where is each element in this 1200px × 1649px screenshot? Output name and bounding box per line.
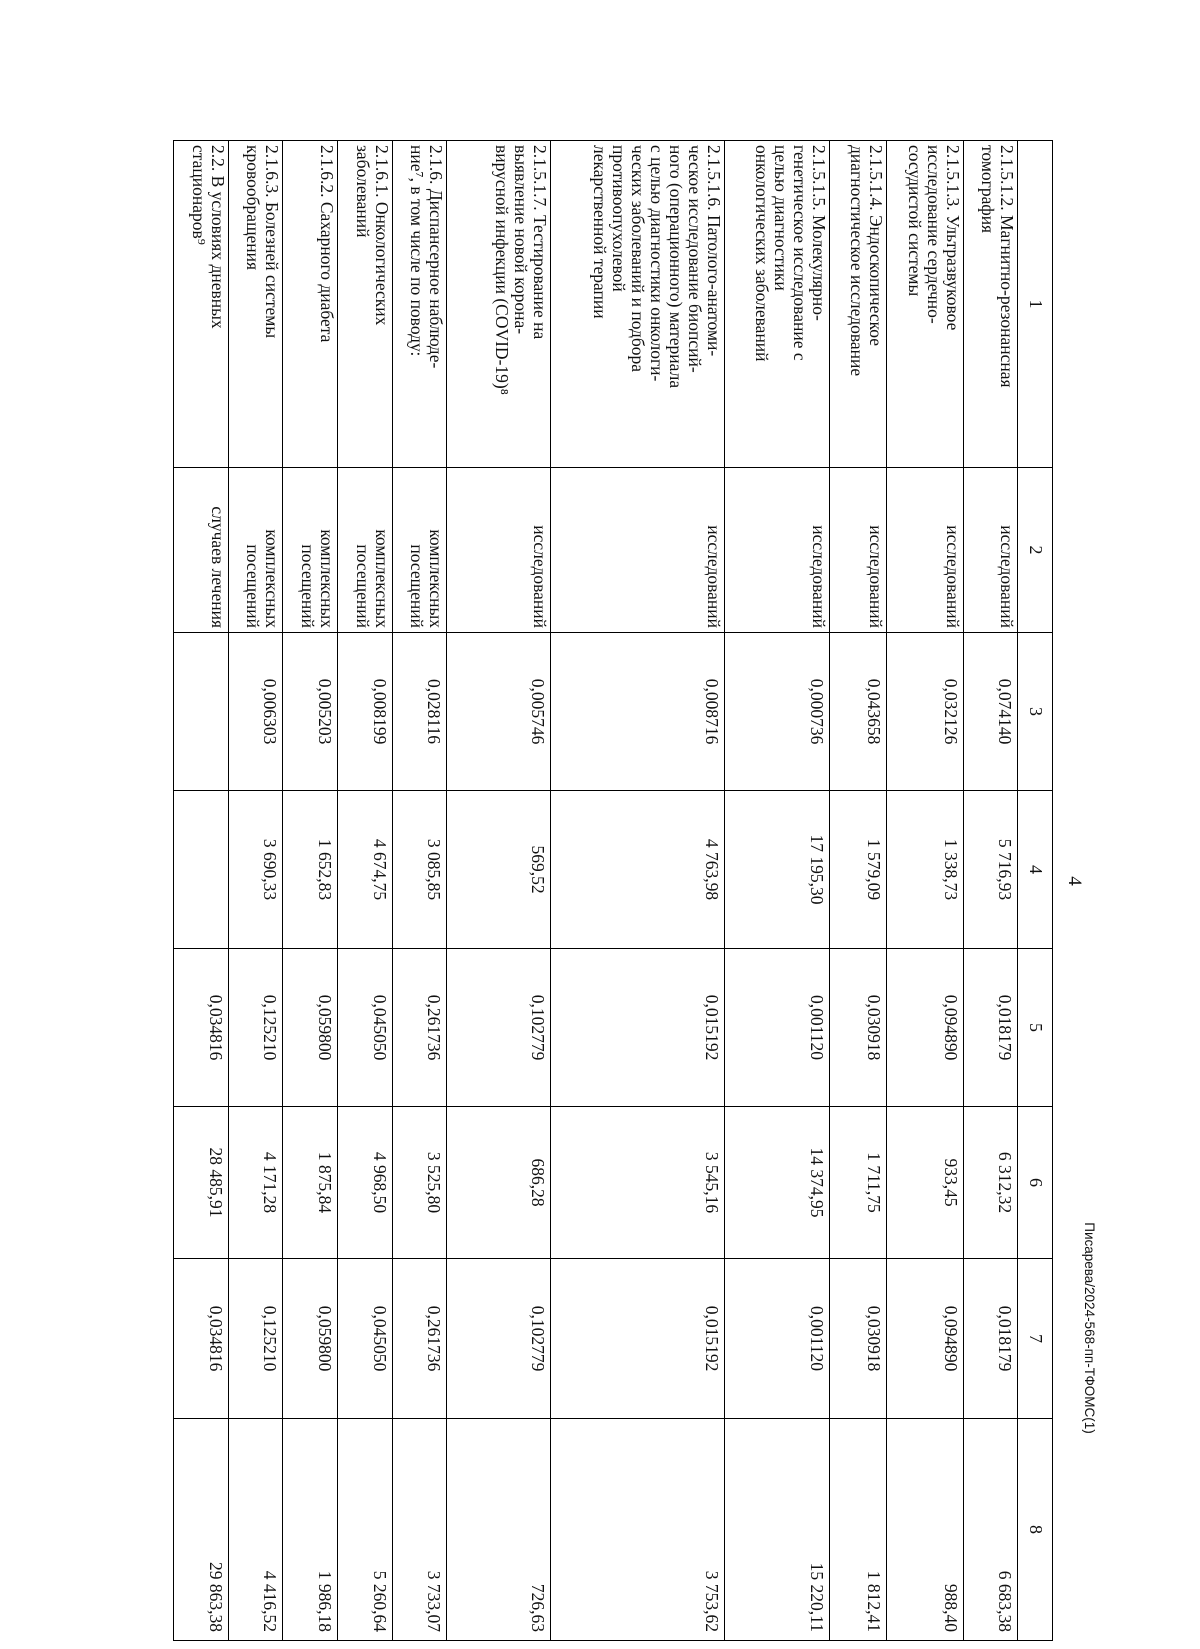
value-cell-c7: 0,125210 bbox=[228, 1259, 283, 1419]
unit-line: посещений bbox=[243, 544, 264, 628]
value-cell-c8: 3 733,07 bbox=[392, 1419, 447, 1641]
unit-cell bbox=[283, 468, 338, 633]
value-cell-c8: 4 416,52 bbox=[228, 1419, 283, 1641]
unit-line: посещений bbox=[407, 544, 428, 628]
value-cell-c4: 1 338,73 bbox=[886, 791, 963, 949]
value-cell-c4: 4 763,98 bbox=[551, 791, 725, 949]
value-cell-c8: 988,40 bbox=[886, 1419, 963, 1641]
unit-cell: исследований bbox=[963, 468, 1018, 633]
value-cell-c6: 1 875,84 bbox=[283, 1107, 338, 1259]
value-cell-c4: 1 579,09 bbox=[829, 791, 886, 949]
row-label-line: 2.1.6.2. Сахарного диабета bbox=[316, 145, 337, 343]
unit-cell bbox=[228, 468, 283, 633]
value-cell-c8: 29 863,38 bbox=[174, 1419, 229, 1641]
row-label-line: 2.1.6. Диспансерное наблюде- bbox=[426, 145, 447, 369]
row-label-line: лекарственной терапии bbox=[590, 145, 611, 319]
unit-cell bbox=[392, 468, 447, 633]
value-cell-c7: 0,059800 bbox=[283, 1259, 338, 1419]
tariff-table bbox=[173, 140, 1053, 1641]
value-cell-c5: 0,018179 bbox=[963, 949, 1018, 1107]
document-footer: Писарева/2024-568-пп-ТФОМС(1) bbox=[1082, 1222, 1097, 1434]
row-label-line: заболеваний bbox=[352, 145, 373, 238]
value-cell-c8: 1 812,41 bbox=[829, 1419, 886, 1641]
value-cell-c6: 1 711,75 bbox=[829, 1107, 886, 1259]
row-label-line: диагностическое исследование bbox=[846, 145, 867, 377]
value-cell-c4: 569,52 bbox=[447, 791, 551, 949]
row-label-line: сосудистой системы bbox=[904, 145, 925, 297]
value-cell-c5: 0,015192 bbox=[551, 949, 725, 1107]
value-cell-c5: 0,102779 bbox=[447, 949, 551, 1107]
row-label-line: исследование сердечно- bbox=[923, 145, 944, 324]
value-cell-c6: 3 545,16 bbox=[551, 1107, 725, 1259]
row-label-line: 2.1.6.1. Онкологических bbox=[371, 145, 392, 326]
table-row bbox=[829, 141, 886, 1641]
value-cell-c4 bbox=[174, 791, 229, 949]
value-cell-c4: 1 652,83 bbox=[283, 791, 338, 949]
value-cell-c5: 0,045050 bbox=[337, 949, 392, 1107]
row-label-line: вирусной инфекции (COVID-19)⁸ bbox=[492, 145, 513, 395]
rotated-table-container bbox=[173, 140, 1053, 1640]
column-header: 5 bbox=[1018, 949, 1053, 1107]
value-cell-c6: 3 525,80 bbox=[392, 1107, 447, 1259]
value-cell-c5: 0,030918 bbox=[829, 949, 886, 1107]
value-cell-c3: 0,005746 bbox=[447, 633, 551, 791]
row-label-cell bbox=[829, 141, 886, 468]
unit-cell: исследований bbox=[551, 468, 725, 633]
row-label-line: стационаров⁹ bbox=[188, 145, 209, 245]
value-cell-c8: 6 683,38 bbox=[963, 1419, 1018, 1641]
row-label-line: 2.1.5.1.2. Магнитно-резонансная bbox=[997, 145, 1018, 388]
row-label-line: 2.1.5.1.5. Молекулярно- bbox=[808, 145, 829, 321]
value-cell-c8: 5 260,64 bbox=[337, 1419, 392, 1641]
row-label-line: выявление новой корона- bbox=[511, 145, 532, 335]
row-label-line: ного (операционного) материала bbox=[666, 145, 687, 389]
value-cell-c5: 0,261736 bbox=[392, 949, 447, 1107]
row-label-line: 2.1.6.3. Болезней системы bbox=[262, 145, 283, 339]
row-label-line: 2.2. В условиях дневных bbox=[207, 145, 228, 329]
value-cell-c6: 6 312,32 bbox=[963, 1107, 1018, 1259]
row-label-line: онкологических заболеваний bbox=[751, 145, 772, 362]
column-header: 1 bbox=[1018, 141, 1053, 468]
unit-cell: исследований bbox=[447, 468, 551, 633]
column-header: 4 bbox=[1018, 791, 1053, 949]
value-cell-c7: 0,102779 bbox=[447, 1259, 551, 1419]
row-label-cell bbox=[725, 141, 829, 468]
column-header: 6 bbox=[1018, 1107, 1053, 1259]
row-label-cell bbox=[174, 141, 229, 468]
row-label-cell bbox=[963, 141, 1018, 468]
value-cell-c3: 0,032126 bbox=[886, 633, 963, 791]
value-cell-c4: 17 195,30 bbox=[725, 791, 829, 949]
value-cell-c7: 0,045050 bbox=[337, 1259, 392, 1419]
value-cell-c3: 0,074140 bbox=[963, 633, 1018, 791]
unit-cell: исследований bbox=[725, 468, 829, 633]
row-label-line: ние⁷, в том числе по поводу: bbox=[407, 145, 428, 357]
table-row bbox=[337, 141, 392, 1641]
table-row bbox=[725, 141, 829, 1641]
value-cell-c3: 0,006303 bbox=[228, 633, 283, 791]
table-row bbox=[963, 141, 1018, 1641]
row-label-line: 2.1.5.1.3. Ультразвуковое bbox=[942, 145, 963, 331]
table-row bbox=[886, 141, 963, 1641]
value-cell-c3: 0,043658 bbox=[829, 633, 886, 791]
table-row bbox=[174, 141, 229, 1641]
value-cell-c5: 0,059800 bbox=[283, 949, 338, 1107]
value-cell-c4: 3 690,33 bbox=[228, 791, 283, 949]
value-cell-c6: 686,28 bbox=[447, 1107, 551, 1259]
value-cell-c7: 0,001120 bbox=[725, 1259, 829, 1419]
value-cell-c4: 5 716,93 bbox=[963, 791, 1018, 949]
value-cell-c7: 0,094890 bbox=[886, 1259, 963, 1419]
value-cell-c5: 0,125210 bbox=[228, 949, 283, 1107]
row-label-line: 2.1.5.1.4. Эндоскопическое bbox=[865, 145, 886, 346]
row-label-cell bbox=[392, 141, 447, 468]
row-label-cell bbox=[337, 141, 392, 468]
row-label-line: томография bbox=[978, 145, 999, 234]
value-cell-c6: 4 171,28 bbox=[228, 1107, 283, 1259]
unit-cell: случаев лечения bbox=[174, 468, 229, 633]
value-cell-c6: 933,45 bbox=[886, 1107, 963, 1259]
value-cell-c5: 0,001120 bbox=[725, 949, 829, 1107]
value-cell-c3: 0,000736 bbox=[725, 633, 829, 791]
column-header: 2 bbox=[1018, 468, 1053, 633]
unit-cell: исследований bbox=[829, 468, 886, 633]
value-cell-c7: 0,030918 bbox=[829, 1259, 886, 1419]
value-cell-c5: 0,034816 bbox=[174, 949, 229, 1107]
unit-cell: исследований bbox=[886, 468, 963, 633]
table-row bbox=[283, 141, 338, 1641]
column-header: 7 bbox=[1018, 1259, 1053, 1419]
column-header: 3 bbox=[1018, 633, 1053, 791]
value-cell-c3: 0,005203 bbox=[283, 633, 338, 791]
value-cell-c8: 3 753,62 bbox=[551, 1419, 725, 1641]
unit-line: комплексных bbox=[426, 529, 447, 628]
row-label-line: с целью диагностики онкологи- bbox=[647, 145, 668, 382]
row-label-line: кровообращения bbox=[243, 145, 264, 271]
page-number: 4 bbox=[1064, 876, 1085, 886]
row-label-line: противоопухолевой bbox=[609, 145, 630, 292]
table-row bbox=[551, 141, 725, 1641]
value-cell-c5: 0,094890 bbox=[886, 949, 963, 1107]
value-cell-c6: 14 374,95 bbox=[725, 1107, 829, 1259]
value-cell-c7: 0,015192 bbox=[551, 1259, 725, 1419]
value-cell-c7: 0,018179 bbox=[963, 1259, 1018, 1419]
value-cell-c4: 3 085,85 bbox=[392, 791, 447, 949]
value-cell-c8: 15 220,11 bbox=[725, 1419, 829, 1641]
value-cell-c7: 0,261736 bbox=[392, 1259, 447, 1419]
row-label-cell bbox=[228, 141, 283, 468]
value-cell-c6: 4 968,50 bbox=[337, 1107, 392, 1259]
value-cell-c3: 0,008199 bbox=[337, 633, 392, 791]
value-cell-c3 bbox=[174, 633, 229, 791]
row-label-line: ческое исследование биопсий- bbox=[685, 145, 706, 373]
value-cell-c3: 0,028116 bbox=[392, 633, 447, 791]
unit-line: комплексных bbox=[371, 529, 392, 628]
value-cell-c7: 0,034816 bbox=[174, 1259, 229, 1419]
column-header: 8 bbox=[1018, 1419, 1053, 1641]
table-row bbox=[447, 141, 551, 1641]
unit-cell bbox=[337, 468, 392, 633]
row-label-line: 2.1.5.1.6. Патолого-анатоми- bbox=[704, 145, 725, 357]
row-label-line: генетическое исследование с bbox=[789, 145, 810, 361]
value-cell-c4: 4 674,75 bbox=[337, 791, 392, 949]
row-label-line: 2.1.5.1.7. Тестирование на bbox=[530, 145, 551, 340]
row-label-cell bbox=[447, 141, 551, 468]
value-cell-c8: 726,63 bbox=[447, 1419, 551, 1641]
value-cell-c3: 0,008716 bbox=[551, 633, 725, 791]
row-label-cell bbox=[551, 141, 725, 468]
unit-line: посещений bbox=[297, 544, 318, 628]
row-label-line: целью диагностики bbox=[770, 145, 791, 291]
row-label-cell bbox=[886, 141, 963, 468]
unit-line: комплексных bbox=[316, 529, 337, 628]
row-label-line: ческих заболеваний и подбора bbox=[628, 145, 649, 373]
value-cell-c8: 1 986,18 bbox=[283, 1419, 338, 1641]
unit-line: комплексных bbox=[262, 529, 283, 628]
table-row bbox=[228, 141, 283, 1641]
row-label-cell bbox=[283, 141, 338, 468]
value-cell-c6: 28 485,91 bbox=[174, 1107, 229, 1259]
unit-line: посещений bbox=[352, 544, 373, 628]
table-header-row bbox=[1018, 141, 1053, 1641]
table-row bbox=[392, 141, 447, 1641]
